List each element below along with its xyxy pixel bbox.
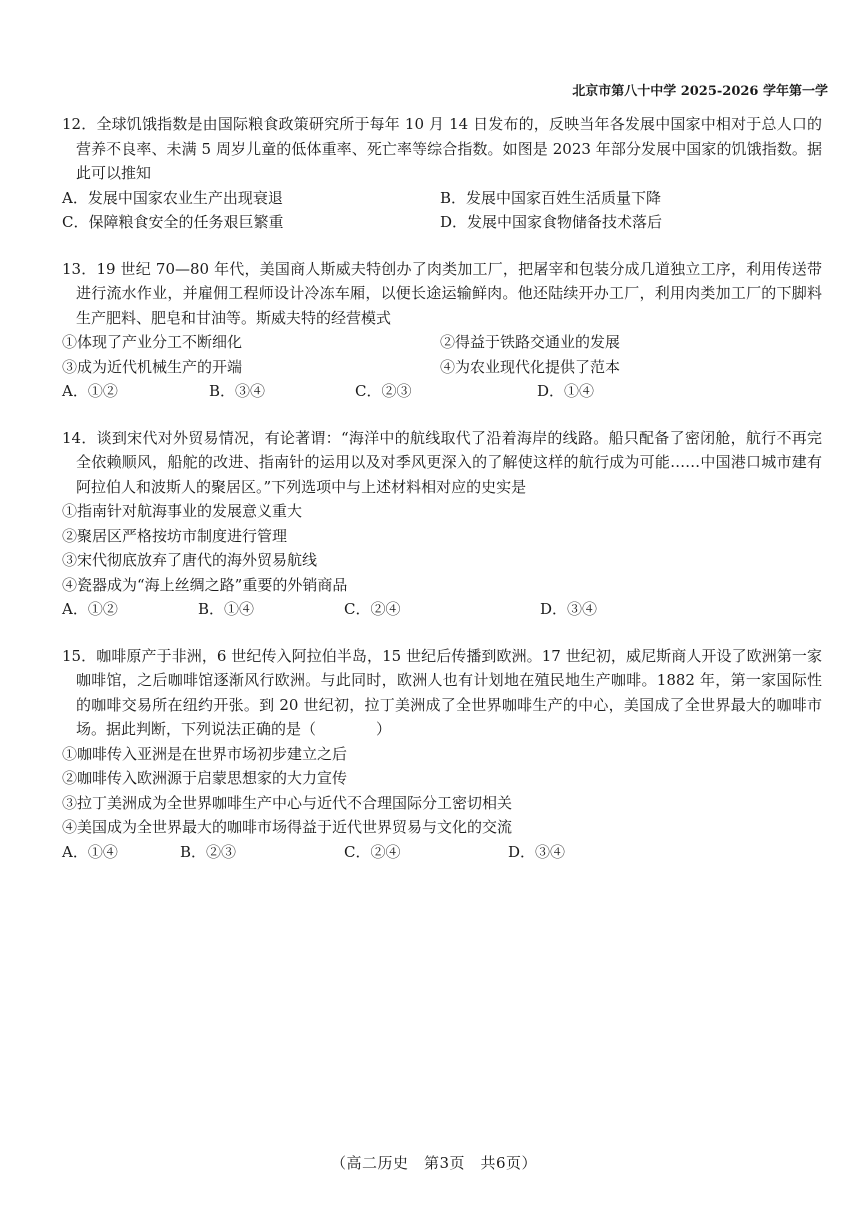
- question-14-item-1: ①指南针对航海事业的发展意义重大: [62, 502, 303, 520]
- question-15-option-a: A．①④: [62, 842, 118, 861]
- question-13-options: [62, 379, 822, 404]
- question-14: [62, 426, 822, 622]
- question-13: [62, 257, 822, 404]
- question-13-item-3: ③成为近代机械生产的开端: [62, 357, 243, 376]
- exam-header: 北京市第八十中学 2025-2026 学年第一学: [572, 84, 828, 99]
- question-13-stem: 13．19 世纪 70—80 年代，美国商人斯威夫特创办了肉类加工厂，把屠宰和包装分成几道独立工序，利用传送带进行流水作业，并雇佣工程师设计冷冻车厢，以便长途运输鲜肉。他还陆续开办工厂，利用肉类加工厂的下脚料生产肥料、肥皂和甘油等。斯威夫特的经营模式: [62, 259, 822, 327]
- question-12-option-a: A．发展中国家农业生产出现衰退: [62, 188, 283, 207]
- question-15-item-2: ②咖啡传入欧洲源于启蒙思想家的大力宣传: [62, 769, 348, 787]
- question-14-item-3: ③宋代彻底放弃了唐代的海外贸易航线: [62, 551, 318, 569]
- question-12: [62, 112, 822, 235]
- question-15-option-b: B．②③: [180, 842, 237, 861]
- question-14-item-2: ②聚居区严格按坊市制度进行管理: [62, 526, 288, 545]
- question-12-stem: 12．全球饥饿指数是由国际粮食政策研究所于每年 10 月 14 日发布的，反映当年各发展中国家中相对于总人口的营养不良率、未满 5 周岁儿童的低体重率、死亡率等综合指数。如图是 2023 年部分发展中国家的饥饿指数。据此可以推知: [62, 115, 822, 182]
- question-15-stem: 15．咖啡原产于非洲，6 世纪传入阿拉伯半岛，15 世纪后传播到欧洲。17 世纪初，威尼斯商人开设了欧洲第一家咖啡馆，之后咖啡馆逐渐风行欧洲。与此同时，欧洲人也有计划地在殖民地生产咖啡。1882 年，第一家国际性的咖啡交易所在纽约开张。到 20 世纪初，拉丁美洲成了全世界咖啡生产的中心，美国成了全世界最大的咖啡市场。据此判断，下列说法正确的是（ ）: [62, 646, 822, 738]
- question-15-options: [62, 840, 822, 865]
- question-12-option-b: B．发展中国家百姓生活质量下降: [440, 188, 662, 207]
- question-14-option-a: A．①②: [62, 600, 118, 618]
- question-15-item-1: ①咖啡传入亚洲是在世界市场初步建立之后: [62, 744, 348, 763]
- page-footer: （高二历史 第3页 共6页）: [330, 1154, 538, 1172]
- question-13-items: [62, 330, 822, 379]
- question-13-item-2: ②得益于铁路交通业的发展: [440, 333, 621, 351]
- question-13-option-c: C．②③: [355, 382, 412, 400]
- question-15-option-c: C．②④: [344, 842, 401, 861]
- question-14-option-c: C．②④: [344, 600, 401, 618]
- question-14-item-4: ④瓷器成为“海上丝绸之路”重要的外销商品: [62, 575, 348, 594]
- question-13-item-1: ①体现了产业分工不断细化: [62, 333, 243, 351]
- question-14-options: [62, 597, 822, 622]
- question-15-item-4: ④美国成为全世界最大的咖啡市场得益于近代世界贸易与文化的交流: [62, 818, 513, 836]
- question-14-option-d: D．③④: [540, 600, 598, 618]
- question-14-stem: 14．谈到宋代对外贸易情况，有论著谓：“海洋中的航线取代了沿着海岸的线路。船只配备了密闭舱，航行不再完全依赖顺风，船舵的改进、指南针的运用以及对季风更深入的了解使这样的航行成为可能……中国港口城市建有阿拉伯人和波斯人的聚居区。”下列选项中与上述材料相对应的史实是: [62, 428, 822, 496]
- question-15-option-d: D．③④: [508, 842, 566, 861]
- question-15-item-3: ③拉丁美洲成为全世界咖啡生产中心与近代不合理国际分工密切相关: [62, 793, 513, 812]
- question-page: [62, 112, 822, 886]
- question-12-option-c: C．保障粮食安全的任务艰巨繁重: [62, 213, 284, 231]
- question-15: [62, 644, 822, 865]
- question-12-options: [62, 186, 822, 235]
- question-14-option-b: B．①④: [198, 600, 255, 618]
- question-13-item-4: ④为农业现代化提供了范本: [440, 357, 621, 376]
- question-13-option-b: B．③④: [209, 382, 266, 400]
- question-13-option-a: A．①②: [62, 382, 118, 400]
- question-12-option-d: D．发展中国家食物储备技术落后: [440, 213, 663, 231]
- question-13-option-d: D．①④: [537, 382, 595, 400]
